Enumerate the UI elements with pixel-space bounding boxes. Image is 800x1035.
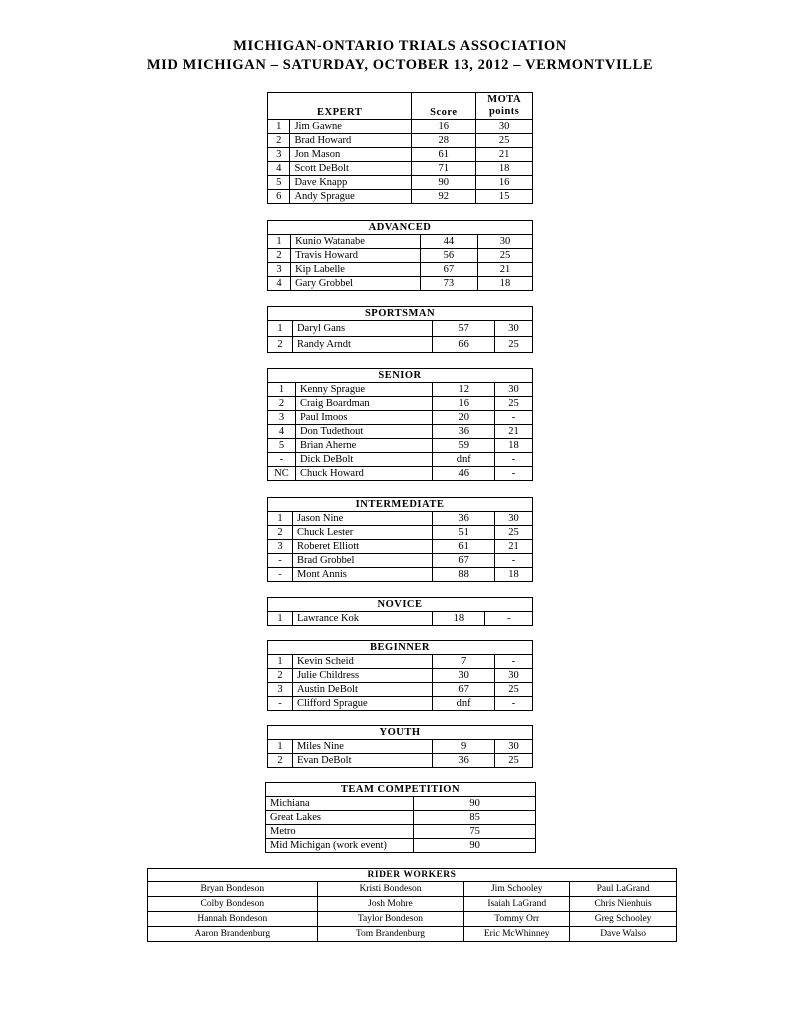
points-cell: - — [485, 612, 533, 626]
points-cell: 18 — [495, 439, 533, 453]
team-row — [266, 811, 536, 825]
place-cell: 1 — [268, 655, 293, 669]
rider-name-cell: Travis Howard — [291, 249, 421, 263]
worker-name-cell: Tom Brandenburg — [317, 927, 464, 942]
team-score-cell: 75 — [414, 825, 536, 839]
score-cell: 16 — [433, 397, 495, 411]
rider-name-cell: Jon Mason — [290, 148, 412, 162]
rider-name-cell: Roberet Elliott — [292, 540, 432, 554]
place-cell: 3 — [268, 411, 296, 425]
rider-name-cell: Scott DeBolt — [290, 162, 412, 176]
class-title: BEGINNER — [268, 641, 533, 655]
rider-name-cell: Daryl Gans — [292, 321, 432, 337]
team-row — [266, 797, 536, 811]
result-row — [268, 554, 533, 568]
worker-name-cell: Greg Schooley — [570, 912, 677, 927]
points-cell: 30 — [476, 120, 533, 134]
place-cell: NC — [268, 467, 296, 481]
team-name-cell: Mid Michigan (work event) — [266, 839, 414, 853]
score-cell: 66 — [433, 337, 495, 353]
result-row — [268, 467, 533, 481]
rider-name-cell: Kip Labelle — [291, 263, 421, 277]
beginner-results-table — [267, 640, 533, 711]
score-cell: 18 — [433, 612, 485, 626]
rider-name-cell: Craig Boardman — [295, 397, 432, 411]
senior-results-table — [267, 368, 533, 481]
beginner-rows — [268, 655, 533, 711]
place-cell: 2 — [268, 526, 293, 540]
worker-name-cell: Josh Mohre — [317, 897, 464, 912]
result-row — [268, 190, 533, 204]
points-cell: 30 — [494, 512, 532, 526]
intermediate-rows — [268, 512, 533, 582]
rider-name-cell: Chuck Howard — [295, 467, 432, 481]
points-cell: 25 — [476, 134, 533, 148]
team-score-cell: 90 — [414, 839, 536, 853]
place-cell: 2 — [268, 134, 290, 148]
result-row — [268, 526, 533, 540]
rider-name-cell: Clifford Sprague — [292, 697, 432, 711]
rider-name-cell: Don Tudethout — [295, 425, 432, 439]
points-cell: 18 — [494, 568, 532, 582]
place-cell: 6 — [268, 190, 290, 204]
place-cell: 2 — [268, 337, 293, 353]
team-competition-table — [265, 782, 536, 853]
points-cell: 30 — [494, 669, 532, 683]
score-cell: 28 — [412, 134, 476, 148]
team-score-cell: 90 — [414, 797, 536, 811]
score-cell: dnf — [433, 453, 495, 467]
score-cell: 16 — [412, 120, 476, 134]
class-title: EXPERT — [268, 93, 412, 120]
points-cell: - — [494, 697, 532, 711]
worker-rows — [148, 882, 677, 942]
worker-name-cell: Kristi Bondeson — [317, 882, 464, 897]
class-title: ADVANCED — [268, 221, 533, 235]
place-cell: 3 — [268, 540, 293, 554]
points-cell: 25 — [478, 249, 533, 263]
rider-name-cell: Brian Aherne — [295, 439, 432, 453]
place-cell: 5 — [268, 439, 296, 453]
points-cell: 21 — [495, 425, 533, 439]
place-cell: - — [268, 554, 293, 568]
team-name-cell: Michiana — [266, 797, 414, 811]
table-title: RIDER WORKERS — [148, 869, 677, 882]
rider-name-cell: Chuck Lester — [292, 526, 432, 540]
place-cell: 1 — [268, 612, 293, 626]
place-cell: 1 — [268, 120, 290, 134]
rider-name-cell: Brad Grobbel — [292, 554, 432, 568]
points-cell: 25 — [494, 337, 532, 353]
score-cell: 36 — [433, 425, 495, 439]
points-cell: 25 — [494, 526, 532, 540]
rider-name-cell: Dave Knapp — [290, 176, 412, 190]
points-cell: 30 — [494, 740, 532, 754]
points-cell: - — [494, 554, 532, 568]
score-cell: 67 — [433, 554, 495, 568]
advanced-results-table — [267, 220, 533, 291]
points-cell: 21 — [476, 148, 533, 162]
rider-name-cell: Kunio Watanabe — [291, 235, 421, 249]
place-cell: 4 — [268, 425, 296, 439]
class-title: INTERMEDIATE — [268, 498, 533, 512]
document-title: MICHIGAN-ONTARIO TRIALS ASSOCIATION — [233, 38, 567, 54]
worker-name-cell: Aaron Brandenburg — [148, 927, 318, 942]
result-row — [268, 439, 533, 453]
team-name-cell: Great Lakes — [266, 811, 414, 825]
novice-results-table — [267, 597, 533, 626]
worker-name-cell: Bryan Bondeson — [148, 882, 318, 897]
sportsman-rows — [268, 321, 533, 353]
rider-workers-table — [147, 868, 677, 942]
score-cell: 67 — [433, 683, 495, 697]
worker-row — [148, 927, 677, 942]
result-row — [268, 512, 533, 526]
result-row — [268, 249, 533, 263]
points-cell: - — [495, 453, 533, 467]
place-cell: 2 — [268, 249, 291, 263]
result-row — [268, 697, 533, 711]
result-row — [268, 568, 533, 582]
points-cell: 25 — [495, 397, 533, 411]
rider-name-cell: Julie Childress — [292, 669, 432, 683]
class-title: SPORTSMAN — [268, 307, 533, 321]
score-cell: 56 — [420, 249, 477, 263]
points-cell: 21 — [494, 540, 532, 554]
points-cell: 18 — [478, 277, 533, 291]
place-cell: 3 — [268, 148, 290, 162]
result-row — [268, 337, 533, 353]
place-cell: 2 — [268, 669, 293, 683]
points-cell: - — [495, 411, 533, 425]
place-cell: 1 — [268, 321, 293, 337]
score-cell: 67 — [420, 263, 477, 277]
team-row — [266, 825, 536, 839]
expert-rows — [268, 120, 533, 204]
place-cell: 4 — [268, 162, 290, 176]
rider-name-cell: Jason Nine — [292, 512, 432, 526]
worker-name-cell: Hannah Bondeson — [148, 912, 318, 927]
team-row — [266, 839, 536, 853]
place-cell: 4 — [268, 277, 291, 291]
points-cell: 25 — [494, 683, 532, 697]
intermediate-results-table — [267, 497, 533, 582]
team-rows — [266, 797, 536, 853]
score-cell: 92 — [412, 190, 476, 204]
result-row — [268, 655, 533, 669]
result-row — [268, 754, 533, 768]
place-cell: 2 — [268, 397, 296, 411]
score-cell: 36 — [433, 512, 495, 526]
score-cell: 20 — [433, 411, 495, 425]
points-cell: 30 — [495, 383, 533, 397]
youth-rows — [268, 740, 533, 768]
expert-results-table — [267, 92, 533, 204]
rider-name-cell: Evan DeBolt — [292, 754, 432, 768]
score-cell: dnf — [433, 697, 495, 711]
rider-name-cell: Dick DeBolt — [295, 453, 432, 467]
points-cell: 21 — [478, 263, 533, 277]
place-cell: - — [268, 453, 296, 467]
result-row — [268, 277, 533, 291]
score-cell: 12 — [433, 383, 495, 397]
class-title: YOUTH — [268, 726, 533, 740]
points-cell: - — [495, 467, 533, 481]
place-cell: 1 — [268, 740, 293, 754]
score-cell: 61 — [412, 148, 476, 162]
result-row — [268, 740, 533, 754]
sportsman-results-table — [267, 306, 533, 353]
result-row — [268, 134, 533, 148]
result-row — [268, 540, 533, 554]
rider-name-cell: Miles Nine — [292, 740, 432, 754]
advanced-rows — [268, 235, 533, 291]
rider-name-cell: Jim Gawne — [290, 120, 412, 134]
place-cell: 3 — [268, 683, 293, 697]
score-header: Score — [412, 93, 476, 120]
result-row — [268, 162, 533, 176]
result-row — [268, 669, 533, 683]
score-cell: 59 — [433, 439, 495, 453]
score-cell: 73 — [420, 277, 477, 291]
score-cell: 44 — [420, 235, 477, 249]
expert-header-row — [268, 93, 533, 120]
rider-name-cell: Andy Sprague — [290, 190, 412, 204]
place-cell: 1 — [268, 512, 293, 526]
senior-rows — [268, 383, 533, 481]
points-cell: 15 — [476, 190, 533, 204]
place-cell: 3 — [268, 263, 291, 277]
result-row — [268, 612, 533, 626]
score-cell: 88 — [433, 568, 495, 582]
event-subtitle: MID MICHIGAN – SATURDAY, OCTOBER 13, 2012 – VERMONTVILLE — [146, 57, 654, 73]
points-cell: 25 — [494, 754, 532, 768]
team-name-cell: Metro — [266, 825, 414, 839]
worker-name-cell: Tommy Orr — [464, 912, 570, 927]
score-cell: 90 — [412, 176, 476, 190]
result-row — [268, 321, 533, 337]
worker-row — [148, 912, 677, 927]
result-row — [268, 411, 533, 425]
worker-row — [148, 897, 677, 912]
worker-name-cell: Dave Walso — [570, 927, 677, 942]
score-cell: 71 — [412, 162, 476, 176]
result-row — [268, 148, 533, 162]
result-row — [268, 425, 533, 439]
score-cell: 9 — [433, 740, 495, 754]
place-cell: 5 — [268, 176, 290, 190]
table-title: TEAM COMPETITION — [266, 783, 536, 797]
mota-points-header: MOTA points — [476, 93, 533, 120]
team-score-cell: 85 — [414, 811, 536, 825]
place-cell: - — [268, 697, 293, 711]
class-title: NOVICE — [268, 598, 533, 612]
rider-name-cell: Austin DeBolt — [292, 683, 432, 697]
rider-name-cell: Mont Annis — [292, 568, 432, 582]
score-cell: 51 — [433, 526, 495, 540]
points-cell: 16 — [476, 176, 533, 190]
worker-row — [148, 882, 677, 897]
score-cell: 36 — [433, 754, 495, 768]
worker-name-cell: Paul LaGrand — [570, 882, 677, 897]
score-cell: 30 — [433, 669, 495, 683]
place-cell: 1 — [268, 235, 291, 249]
points-cell: 30 — [478, 235, 533, 249]
points-cell: 30 — [494, 321, 532, 337]
result-row — [268, 235, 533, 249]
place-cell: 2 — [268, 754, 293, 768]
place-cell: - — [268, 568, 293, 582]
score-cell: 46 — [433, 467, 495, 481]
rider-name-cell: Randy Arndt — [292, 337, 432, 353]
rider-name-cell: Kevin Scheid — [292, 655, 432, 669]
youth-results-table — [267, 725, 533, 768]
worker-name-cell: Chris Nienhuis — [570, 897, 677, 912]
worker-name-cell: Isaiah LaGrand — [464, 897, 570, 912]
worker-name-cell: Jim Schooley — [464, 882, 570, 897]
result-row — [268, 176, 533, 190]
points-cell: - — [494, 655, 532, 669]
result-row — [268, 383, 533, 397]
rider-name-cell: Kenny Sprague — [295, 383, 432, 397]
class-title: SENIOR — [268, 369, 533, 383]
score-cell: 7 — [433, 655, 495, 669]
place-cell: 1 — [268, 383, 296, 397]
rider-name-cell: Brad Howard — [290, 134, 412, 148]
worker-name-cell: Taylor Bondeson — [317, 912, 464, 927]
score-cell: 57 — [433, 321, 495, 337]
worker-name-cell: Eric McWhinney — [464, 927, 570, 942]
result-row — [268, 453, 533, 467]
worker-name-cell: Colby Bondeson — [148, 897, 318, 912]
result-row — [268, 397, 533, 411]
result-row — [268, 263, 533, 277]
rider-name-cell: Gary Grobbel — [291, 277, 421, 291]
rider-name-cell: Lawrance Kok — [292, 612, 432, 626]
score-cell: 61 — [433, 540, 495, 554]
novice-rows — [268, 612, 533, 626]
rider-name-cell: Paul Imoos — [295, 411, 432, 425]
result-row — [268, 120, 533, 134]
result-row — [268, 683, 533, 697]
points-cell: 18 — [476, 162, 533, 176]
